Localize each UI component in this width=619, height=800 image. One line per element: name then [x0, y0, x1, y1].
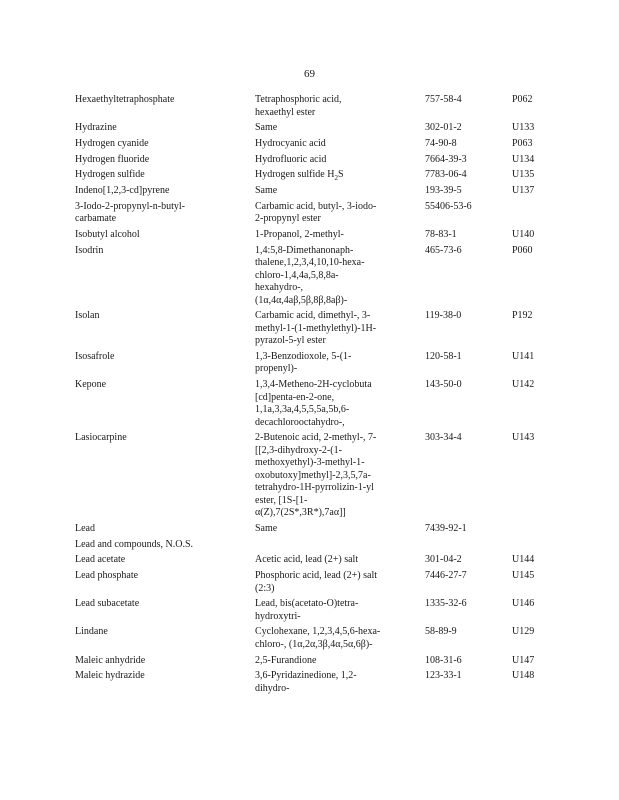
table-row: [0, 351, 619, 379]
synonym: 2-Butenoic acid, 2-methyl-, 7- [[2,3-dihydroxy-2-(1- methoxyethyl)-3-methyl-1- oxobutoxy]methyl]-2,3,5,7a- tetrahydro-1H-pyrrolizin-1-yl ester, [1S-[1- α(Z),7(2S*,3R*),7aα]]: [255, 432, 377, 519]
chemical-name: Hydrogen fluoride: [75, 153, 150, 165]
table-row: [0, 598, 619, 626]
synonym: 1-Propanol, 2-methyl-: [255, 228, 344, 240]
synonym: 1,3-Benzodioxole, 5-(1- propenyl)-: [255, 350, 352, 375]
table-row: [0, 138, 619, 154]
table-row: [0, 539, 619, 555]
table-row: [0, 245, 619, 311]
chemical-name: Lead subacetate: [75, 598, 140, 610]
chemical-name: Indeno[1,2,3-cd]pyrene: [75, 184, 170, 196]
chemical-name: Hydrazine: [75, 122, 117, 134]
page-number: 69: [304, 68, 315, 80]
table-row: [0, 94, 619, 122]
waste-code: U133: [512, 122, 535, 134]
cas-number: 78-83-1: [425, 228, 457, 240]
synonym: Carbamic acid, butyl-, 3-iodo- 2-propynyl ester: [255, 200, 377, 225]
table-row: [0, 185, 619, 201]
waste-code: P060: [512, 244, 533, 256]
cas-number: 7783-06-4: [425, 169, 467, 181]
waste-code: P062: [512, 94, 533, 105]
chemical-name: Maleic anhydride: [75, 654, 146, 666]
cas-number: 55406-53-6: [425, 200, 472, 212]
synonym: Hydrofluoric acid: [255, 153, 327, 165]
waste-code: U137: [512, 184, 535, 196]
synonym-suffix: S: [337, 169, 344, 181]
cas-number: 193-39-5: [425, 184, 462, 196]
chemical-name: Isolan: [75, 310, 100, 322]
waste-code: U129: [512, 626, 535, 638]
cas-number: 58-89-9: [425, 626, 457, 638]
synonym: Phosphoric acid, lead (2+) salt (2:3): [255, 570, 377, 594]
chemical-table: [0, 94, 619, 698]
cas-number: 7446-27-7: [425, 570, 467, 581]
synonym: Same: [255, 522, 278, 534]
table-row: [0, 154, 619, 170]
chemical-name: Isosafrole: [75, 350, 115, 362]
table-row: [0, 310, 619, 351]
chemical-name: Lead and compounds, N.O.S.: [75, 538, 194, 550]
cas-number: 123-33-1: [425, 670, 462, 682]
waste-code: U146: [512, 598, 535, 610]
chemical-name: Hydrogen sulfide: [75, 169, 145, 181]
cas-number: 303-34-4: [425, 432, 462, 444]
synonym: 1,3,4-Metheno-2H-cyclobuta [cd]penta-en-2-one, 1,1a,3,3a,4,5,5,5a,5b,6- decachlorooctahydro-,: [255, 379, 372, 428]
table-row: [0, 169, 619, 185]
table-row: [0, 201, 619, 229]
chemical-name: Lindane: [75, 626, 108, 638]
cas-number: 119-38-0: [425, 310, 462, 322]
synonym: 2,5-Furandione: [255, 654, 317, 666]
table-row: [0, 670, 619, 698]
synonym: Same: [255, 184, 278, 196]
waste-code: U141: [512, 350, 535, 362]
chemical-name: Kepone: [75, 379, 107, 391]
cas-number: 7439-92-1: [425, 522, 467, 534]
synonym: Tetraphosphoric acid, hexaethyl ester: [255, 94, 342, 118]
table-row: [0, 655, 619, 671]
synonym: Lead, bis(acetato-O)tetra- hydroxytri-: [255, 598, 359, 622]
table-row: [0, 570, 619, 598]
chemical-name: Hydrogen cyanide: [75, 137, 149, 149]
table-row: [0, 554, 619, 570]
waste-code: U140: [512, 228, 535, 240]
synonym: 3,6-Pyridazinedione, 1,2- dihydro-: [255, 670, 357, 694]
chemical-name: Hexaethyltetraphosphate: [75, 94, 175, 105]
synonym: 1,4:5,8-Dimethanonaph- thalene,1,2,3,4,10,10-hexa- chloro-1,4,4a,5,8,8a- hexahydro-, (1α,4α,4aβ,5β,8β,8aβ)-: [255, 244, 365, 306]
chemical-name: Lead acetate: [75, 554, 126, 566]
table-row: [0, 432, 619, 523]
cas-number: 108-31-6: [425, 654, 462, 666]
cas-number: 465-73-6: [425, 244, 462, 256]
chemical-name: Isobutyl alcohol: [75, 228, 140, 240]
chemical-name: 3-Iodo-2-propynyl-n-butyl- carbamate: [75, 200, 185, 225]
table-row: [0, 523, 619, 539]
cas-number: 1335-32-6: [425, 598, 467, 610]
waste-code: U147: [512, 654, 535, 666]
waste-code: P192: [512, 310, 533, 322]
chemical-name: Isodrin: [75, 244, 104, 256]
cas-number: 302-01-2: [425, 122, 462, 134]
cas-number: 120-58-1: [425, 350, 462, 362]
waste-code: U145: [512, 570, 535, 581]
cas-number: 301-04-2: [425, 554, 462, 566]
waste-code: U135: [512, 169, 535, 181]
table-row: [0, 229, 619, 245]
cas-number: 757-58-4: [425, 94, 462, 105]
waste-code: U142: [512, 379, 535, 391]
chemical-name: Maleic hydrazide: [75, 670, 145, 682]
cas-number: 7664-39-3: [425, 153, 467, 165]
synonym: Hydrocyanic acid: [255, 137, 326, 149]
synonym: Acetic acid, lead (2+) salt: [255, 554, 359, 566]
synonym: Same: [255, 122, 278, 134]
chemical-name: Lead phosphate: [75, 570, 139, 581]
waste-code: U134: [512, 153, 535, 165]
waste-code: U144: [512, 554, 535, 566]
cas-number: 74-90-8: [425, 137, 457, 149]
table-row: [0, 379, 619, 432]
synonym: Carbamic acid, dimethyl-, 3- methyl-1-(1-methylethyl)-1H- pyrazol-5-yl ester: [255, 310, 377, 347]
cas-number: 143-50-0: [425, 379, 462, 391]
waste-code: U148: [512, 670, 535, 682]
synonym: Hydrogen sulfide $H_2S$: [255, 169, 344, 183]
table-row: [0, 626, 619, 654]
chemical-name: Lasiocarpine: [75, 432, 127, 444]
chemical-name: Lead: [75, 522, 95, 534]
table-row: [0, 122, 619, 138]
subscript: 2: [334, 174, 338, 183]
waste-code: U143: [512, 432, 535, 444]
waste-code: P063: [512, 137, 533, 149]
synonym: Cyclohexane, 1,2,3,4,5,6-hexa- chloro-, (1α,2α,3β,4α,5α,6β)-: [255, 626, 381, 650]
